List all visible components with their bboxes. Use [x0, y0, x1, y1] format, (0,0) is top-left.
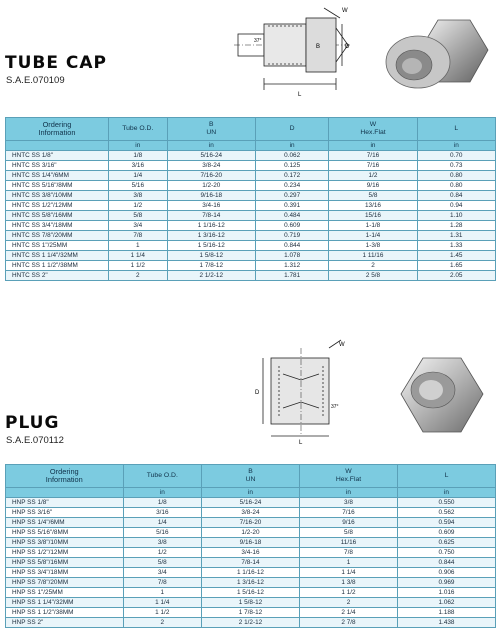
table-cell: 2.05: [417, 271, 495, 281]
table-cell: 1/4: [123, 518, 201, 528]
ordering-code-cell: HNTC SS 3/4"/18MM: [6, 221, 109, 231]
table-cell: 7/16-20: [167, 171, 255, 181]
table-cell: 7/8: [108, 231, 167, 241]
plug-code: S.A.E.070112: [6, 435, 64, 446]
ordering-code-cell: HNTC SS 3/16": [6, 161, 109, 171]
table-row: [6, 528, 496, 538]
table-cell: 1.188: [397, 608, 495, 618]
table-cell: 1/2-20: [167, 181, 255, 191]
table-cell: 11/16: [299, 538, 397, 548]
plug-technical-drawing: [253, 338, 353, 448]
table-cell: 3/8: [108, 191, 167, 201]
table-cell: 1: [299, 558, 397, 568]
tube-cap-title: TUBE CAP: [5, 53, 107, 73]
table-cell: 1 1/16-12: [167, 221, 255, 231]
table-cell: 3/8-24: [201, 508, 299, 518]
tube-cap-photo: [378, 10, 496, 106]
table-cell: 7/8-14: [201, 558, 299, 568]
table-cell: 1.781: [255, 271, 329, 281]
table-cell: 1 3/16-12: [201, 578, 299, 588]
table-cell: 1.28: [417, 221, 495, 231]
ordering-code-cell: HNTC SS 3/8"/10MM: [6, 191, 109, 201]
table-cell: 1 7/8-12: [167, 261, 255, 271]
column-header: B UN: [201, 465, 299, 488]
table-cell: 5/16: [108, 181, 167, 191]
table-row: [6, 608, 496, 618]
table-cell: 1/2: [123, 548, 201, 558]
table-cell: 7/8: [299, 548, 397, 558]
column-header: Ordering Information: [6, 465, 124, 488]
table-cell: 3/4: [123, 568, 201, 578]
table-cell: 3/4: [108, 221, 167, 231]
table-cell: 1 1/4: [123, 598, 201, 608]
table-cell: 0.80: [417, 171, 495, 181]
ordering-code-cell: HNP SS 1"/25MM: [6, 588, 124, 598]
ordering-code-cell: HNP SS 3/16": [6, 508, 124, 518]
column-header: D: [255, 118, 329, 141]
table-cell: 7/8-14: [167, 211, 255, 221]
tube-cap-dim-b: B: [316, 44, 321, 50]
table-cell: 0.719: [255, 231, 329, 241]
table-row: [6, 578, 496, 588]
table-cell: 1 1/2: [123, 608, 201, 618]
ordering-code-cell: HNTC SS 1/4"/6MM: [6, 171, 109, 181]
column-header: Tube O.D.: [108, 118, 167, 141]
unit-cell: in: [299, 488, 397, 498]
ordering-code-cell: HNP SS 1 1/4"/32MM: [6, 598, 124, 608]
table-row: [6, 151, 496, 161]
table-row: [6, 181, 496, 191]
table-row: [6, 498, 496, 508]
table-row: [6, 508, 496, 518]
table-row: [6, 261, 496, 271]
table-cell: 1-1/4: [329, 231, 417, 241]
table-cell: 0.234: [255, 181, 329, 191]
table-cell: 1: [108, 241, 167, 251]
plug-spec-table: [5, 464, 496, 628]
table-row: [6, 201, 496, 211]
unit-cell: in: [417, 141, 495, 151]
table-cell: 1 5/8-12: [201, 598, 299, 608]
table-row: [6, 271, 496, 281]
table-cell: 1.31: [417, 231, 495, 241]
table-cell: 1: [123, 588, 201, 598]
table-cell: 0.562: [397, 508, 495, 518]
table-cell: 2: [123, 618, 201, 628]
unit-cell: in: [329, 141, 417, 151]
table-cell: 5/8: [108, 211, 167, 221]
table-row: [6, 558, 496, 568]
table-row: [6, 518, 496, 528]
ordering-code-cell: HNP SS 1/4"/6MM: [6, 518, 124, 528]
table-cell: 1 1/2: [299, 588, 397, 598]
ordering-code-cell: HNTC SS 1 1/4"/32MM: [6, 251, 109, 261]
ordering-code-cell: HNTC SS 5/8"/16MM: [6, 211, 109, 221]
unit-cell: in: [255, 141, 329, 151]
table-cell: 3/8-24: [167, 161, 255, 171]
table-cell: 1-1/8: [329, 221, 417, 231]
tube-cap-dim-w: W: [342, 8, 348, 14]
plug-photo: [393, 352, 491, 442]
ordering-code-cell: HNTC SS 2": [6, 271, 109, 281]
column-header: Ordering Information: [6, 118, 109, 141]
ordering-code-cell: HNP SS 1 1/2"/38MM: [6, 608, 124, 618]
tube-cap-code: S.A.E.070109: [6, 75, 65, 86]
ordering-code-cell: HNTC SS 7/8"/20MM: [6, 231, 109, 241]
table-cell: 1/2-20: [201, 528, 299, 538]
table-cell: 0.625: [397, 538, 495, 548]
table-cell: 0.844: [255, 241, 329, 251]
table-cell: 7/16: [329, 151, 417, 161]
tube-cap-technical-drawing: [232, 4, 364, 104]
table-cell: 1 11/16: [329, 251, 417, 261]
table-cell: 1/2: [108, 201, 167, 211]
table-cell: 0.609: [255, 221, 329, 231]
column-header: W Hex.Flat: [299, 465, 397, 488]
table-unit-row: [6, 141, 496, 151]
table-cell: 1-3/8: [329, 241, 417, 251]
table-cell: 1.10: [417, 211, 495, 221]
ordering-code-cell: HNP SS 2": [6, 618, 124, 628]
table-cell: 0.609: [397, 528, 495, 538]
table-cell: 0.750: [397, 548, 495, 558]
unit-cell: in: [201, 488, 299, 498]
table-cell: 5/16: [123, 528, 201, 538]
table-cell: 9/16-18: [201, 538, 299, 548]
ordering-code-cell: HNTC SS 1/8": [6, 151, 109, 161]
table-cell: 7/16: [329, 161, 417, 171]
table-cell: 2: [329, 261, 417, 271]
tube-cap-spec-table: [5, 117, 496, 281]
table-row: [6, 538, 496, 548]
ordering-code-cell: HNTC SS 5/16"/8MM: [6, 181, 109, 191]
table-cell: 3/16: [123, 508, 201, 518]
table-cell: 5/8: [299, 528, 397, 538]
table-cell: 0.70: [417, 151, 495, 161]
table-row: [6, 598, 496, 608]
column-header: L: [417, 118, 495, 141]
table-row: [6, 568, 496, 578]
table-cell: 1 3/8: [299, 578, 397, 588]
table-cell: 0.062: [255, 151, 329, 161]
table-cell: 1 1/16-12: [201, 568, 299, 578]
table-cell: 1/8: [108, 151, 167, 161]
table-cell: 2 1/2-12: [201, 618, 299, 628]
table-cell: 9/16-18: [167, 191, 255, 201]
plug-dim-d: D: [255, 390, 260, 396]
unit-cell: in: [397, 488, 495, 498]
table-cell: 1 5/16-12: [167, 241, 255, 251]
table-cell: 0.594: [397, 518, 495, 528]
table-cell: 1 1/2: [108, 261, 167, 271]
table-row: [6, 548, 496, 558]
plug-dim-w: W: [339, 342, 345, 348]
table-cell: 15/16: [329, 211, 417, 221]
table-cell: 0.969: [397, 578, 495, 588]
unit-cell: in: [108, 141, 167, 151]
ordering-code-cell: HNP SS 5/8"/16MM: [6, 558, 124, 568]
ordering-code-cell: HNTC SS 1"/25MM: [6, 241, 109, 251]
table-row: [6, 171, 496, 181]
table-cell: 1.062: [397, 598, 495, 608]
table-cell: 9/16: [329, 181, 417, 191]
table-cell: 1 5/16-12: [201, 588, 299, 598]
table-cell: 3/8: [123, 538, 201, 548]
table-cell: 0.550: [397, 498, 495, 508]
table-cell: 3/16: [108, 161, 167, 171]
table-cell: 0.391: [255, 201, 329, 211]
table-cell: 2 1/4: [299, 608, 397, 618]
table-cell: 0.73: [417, 161, 495, 171]
table-cell: 0.80: [417, 181, 495, 191]
table-cell: 1 5/8-12: [167, 251, 255, 261]
ordering-code-cell: HNP SS 1/8": [6, 498, 124, 508]
table-cell: 2 7/8: [299, 618, 397, 628]
table-row: [6, 241, 496, 251]
ordering-code-cell: HNTC SS 1/2"/12MM: [6, 201, 109, 211]
unit-cell: in: [123, 488, 201, 498]
tube-cap-dim-d: D: [345, 44, 350, 50]
table-row: [6, 231, 496, 241]
table-cell: 7/16-20: [201, 518, 299, 528]
ordering-code-cell: HNP SS 3/8"/10MM: [6, 538, 124, 548]
table-cell: 1.45: [417, 251, 495, 261]
table-cell: 0.125: [255, 161, 329, 171]
table-cell: 1.312: [255, 261, 329, 271]
table-row: [6, 191, 496, 201]
table-cell: 0.844: [397, 558, 495, 568]
ordering-code-cell: HNP SS 3/4"/18MM: [6, 568, 124, 578]
table-cell: 3/4-16: [201, 548, 299, 558]
table-cell: 1/4: [108, 171, 167, 181]
table-cell: 7/8: [123, 578, 201, 588]
table-cell: 1 1/4: [299, 568, 397, 578]
table-cell: 2: [299, 598, 397, 608]
table-cell: 1 3/16-12: [167, 231, 255, 241]
table-header-row: [6, 465, 496, 488]
table-row: [6, 588, 496, 598]
column-header: Tube O.D.: [123, 465, 201, 488]
table-row: [6, 161, 496, 171]
table-cell: 5/8: [329, 191, 417, 201]
table-cell: 5/16-24: [201, 498, 299, 508]
tube-cap-dim-l: L: [298, 92, 302, 98]
unit-cell: in: [167, 141, 255, 151]
table-cell: 0.484: [255, 211, 329, 221]
table-row: [6, 221, 496, 231]
table-cell: 1 7/8-12: [201, 608, 299, 618]
table-cell: 9/16: [299, 518, 397, 528]
table-cell: 0.297: [255, 191, 329, 201]
table-cell: 1.078: [255, 251, 329, 261]
table-row: [6, 618, 496, 628]
table-row: [6, 251, 496, 261]
plug-dim-angle: 37°: [331, 404, 339, 410]
table-cell: 2 1/2-12: [167, 271, 255, 281]
ordering-code-cell: HNP SS 7/8"/20MM: [6, 578, 124, 588]
plug-title: PLUG: [5, 413, 60, 433]
table-cell: 0.94: [417, 201, 495, 211]
column-header: B UN: [167, 118, 255, 141]
table-unit-row: [6, 488, 496, 498]
unit-cell: [6, 141, 109, 151]
table-cell: 3/4-16: [167, 201, 255, 211]
table-cell: 2 5/8: [329, 271, 417, 281]
table-cell: 1.016: [397, 588, 495, 598]
table-header-row: [6, 118, 496, 141]
table-cell: 0.172: [255, 171, 329, 181]
ordering-code-cell: HNTC SS 1 1/2"/38MM: [6, 261, 109, 271]
table-cell: 1.33: [417, 241, 495, 251]
table-cell: 3/8: [299, 498, 397, 508]
table-cell: 5/8: [123, 558, 201, 568]
column-header: W Hex.Flat: [329, 118, 417, 141]
table-cell: 5/16-24: [167, 151, 255, 161]
table-row: [6, 211, 496, 221]
table-cell: 1/8: [123, 498, 201, 508]
table-cell: 1 1/4: [108, 251, 167, 261]
column-header: L: [397, 465, 495, 488]
tube-cap-dim-angle: 37°: [254, 38, 262, 44]
unit-cell: [6, 488, 124, 498]
table-cell: 1/2: [329, 171, 417, 181]
table-cell: 7/16: [299, 508, 397, 518]
table-cell: 2: [108, 271, 167, 281]
table-cell: 0.84: [417, 191, 495, 201]
table-cell: 1.65: [417, 261, 495, 271]
table-cell: 0.906: [397, 568, 495, 578]
ordering-code-cell: HNP SS 5/16"/8MM: [6, 528, 124, 538]
ordering-code-cell: HNP SS 1/2"/12MM: [6, 548, 124, 558]
table-cell: 13/16: [329, 201, 417, 211]
table-cell: 1.438: [397, 618, 495, 628]
plug-dim-l: L: [299, 440, 303, 446]
